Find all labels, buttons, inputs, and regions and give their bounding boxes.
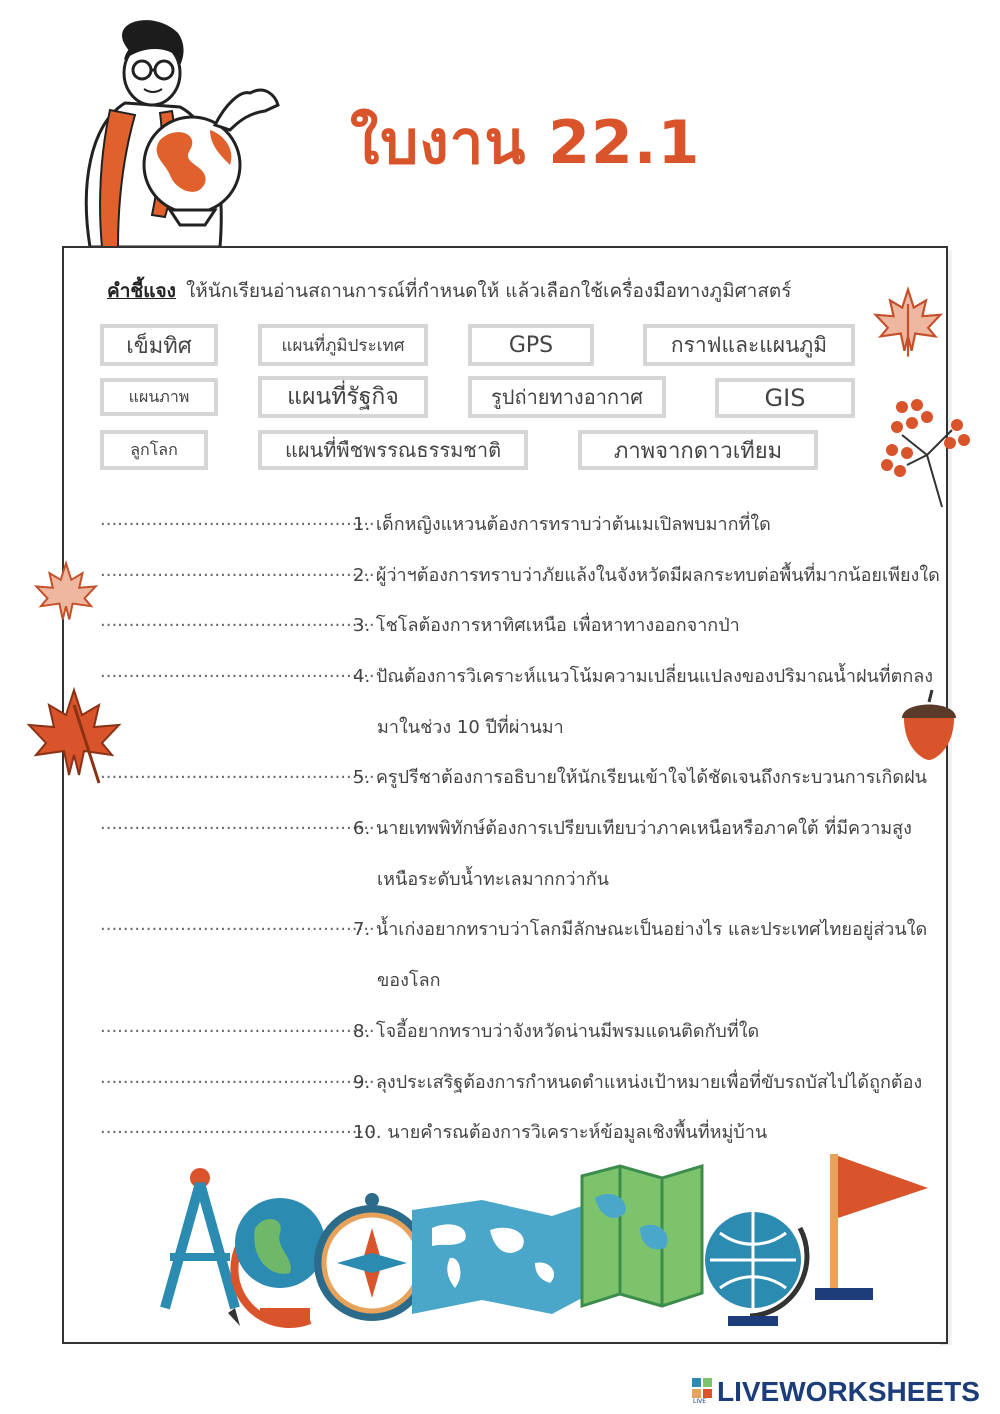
- answer-blank-2[interactable]: ................................................: [100, 560, 375, 581]
- question-text: 3. โชโลต้องการหาทิศเหนือ เพื่อหาทางออกจากป่า: [353, 615, 740, 636]
- answer-blank-6[interactable]: ................................................: [100, 813, 375, 834]
- globe-icon: [234, 1198, 325, 1324]
- question-10: [100, 1117, 768, 1143]
- question-text: 7. น้ำเก่งอยากทราบว่าโลกมีลักษณะเป็นอย่างไร และประเทศไทยอยู่ส่วนใด: [353, 919, 928, 940]
- question-8: [100, 1016, 760, 1042]
- instructions-text: ให้นักเรียนอ่านสถานการณ์ที่กำหนดให้ แล้วเลือกใช้เครื่องมือทางภูมิศาสตร์: [185, 280, 792, 302]
- answer-blank-9[interactable]: ................................................: [100, 1067, 375, 1088]
- question-4: [100, 661, 934, 687]
- tool-chip-satellite-image[interactable]: ภาพจากดาวเทียม: [578, 430, 818, 470]
- answer-blank-10[interactable]: ................................................: [100, 1117, 375, 1138]
- liveworksheets-brand[interactable]: LIVEWORKSHEETS: [717, 1376, 980, 1407]
- question-2: [100, 560, 940, 586]
- flag-icon: [815, 1154, 928, 1300]
- question-9: [100, 1067, 923, 1093]
- answer-blank-8[interactable]: ................................................: [100, 1016, 375, 1037]
- berry-branch-icon: [872, 395, 972, 510]
- drafting-compass-icon: [165, 1168, 240, 1326]
- instructions-label: คำชี้แจง: [107, 280, 176, 302]
- tool-chip-graphs-charts[interactable]: กราฟและแผนภูมิ: [643, 324, 855, 366]
- question-text: 5. ครูปรีชาต้องการอธิบายให้นักเรียนเข้าใจได้ชัดเจนถึงกระบวนการเกิดฝน: [353, 767, 927, 788]
- answer-blank-4[interactable]: ................................................: [100, 661, 375, 682]
- maple-leaf-icon: [22, 685, 126, 785]
- answer-blank-3[interactable]: ................................................: [100, 610, 375, 631]
- tool-chip-topographic-map[interactable]: แผนที่ภูมิประเทศ: [258, 324, 428, 366]
- question-text: 1. เด็กหญิงแหวนต้องการทราบว่าต้นเมเปิลพบมากที่ใด: [353, 514, 771, 535]
- question-text: 6. นายเทพพิทักษ์ต้องการเปรียบเทียบว่าภาคเหนือหรือภาคใต้ ที่มีความสูง: [353, 818, 912, 839]
- question-6-continued: เหนือระดับน้ำทะเลมากกว่ากัน: [377, 869, 609, 890]
- question-4-continued: มาในช่วง 10 ปีที่ผ่านมา: [377, 717, 564, 738]
- maple-leaf-icon: [28, 560, 104, 626]
- question-1: [100, 509, 771, 535]
- tool-chip-globe[interactable]: ลูกโลก: [100, 430, 208, 470]
- tool-chip-gps[interactable]: GPS: [468, 324, 594, 366]
- geography-tools-illustration: [150, 1148, 940, 1330]
- folded-map-icon: [582, 1166, 702, 1306]
- answer-blank-5[interactable]: ................................................: [100, 762, 375, 783]
- answer-blank-7[interactable]: ................................................: [100, 914, 375, 935]
- question-text: 4. ปัณต้องการวิเคราะห์แนวโน้มความเปลี่ยนแปลงของปริมาณน้ำฝนที่ตกลง: [353, 666, 934, 687]
- worksheet-title: ใบงาน 22.1: [350, 108, 701, 178]
- maple-leaf-icon: [872, 286, 944, 358]
- question-3: [100, 610, 740, 636]
- question-5: [100, 762, 927, 788]
- globe-stand-icon: [705, 1212, 807, 1326]
- tool-chip-diagram[interactable]: แผนภาพ: [100, 378, 218, 416]
- instructions: [107, 276, 791, 306]
- question-text: 10. นายคำรณต้องการวิเคราะห์ข้อมูลเชิงพื้นที่หมู่บ้าน: [353, 1122, 768, 1143]
- tool-chip-compass[interactable]: เข็มทิศ: [100, 324, 218, 366]
- question-text: 8. โจอี้อยากทราบว่าจังหวัดน่านมีพรมแดนติดกับที่ใด: [353, 1021, 760, 1042]
- answer-blank-1[interactable]: ................................................: [100, 509, 375, 530]
- svg-text:LIVE: LIVE: [693, 1398, 707, 1405]
- teacher-illustration: [40, 15, 290, 250]
- question-6: [100, 813, 912, 839]
- question-7: [100, 914, 928, 940]
- world-map-icon: [412, 1200, 582, 1314]
- tool-chip-political-map[interactable]: แผนที่รัฐกิจ: [258, 376, 428, 418]
- question-text: 9. ลุงประเสริฐต้องการกำหนดตำแหน่งเป้าหมายเพื่อที่ขับรถบัสไปได้ถูกต้อง: [353, 1072, 923, 1093]
- question-7-continued: ของโลก: [377, 970, 441, 991]
- liveworksheets-logo-icon: [692, 1378, 712, 1404]
- tool-chip-gis[interactable]: GIS: [715, 378, 855, 418]
- question-text: 2. ผู้ว่าฯต้องการทราบว่าภัยแล้งในจังหวัดมีผลกระทบต่อพื้นที่มากน้อยเพียงใด: [353, 565, 940, 586]
- tool-chip-aerial-photo[interactable]: รูปถ่ายทางอากาศ: [468, 376, 666, 418]
- tool-chip-vegetation-map[interactable]: แผนที่พืชพรรณธรรมชาติ: [258, 430, 528, 470]
- acorn-icon: [898, 688, 960, 762]
